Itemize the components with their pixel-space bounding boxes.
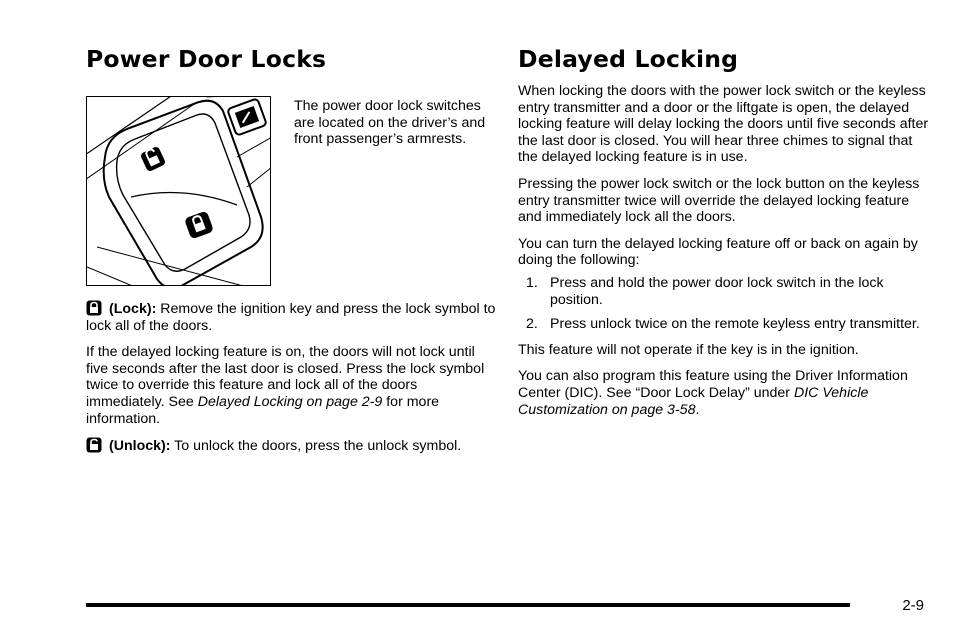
delayed-note	[86, 344, 496, 427]
step-text: Press and hold the power door lock switch in the lock position.	[550, 274, 884, 308]
figure-caption: The power door lock switches are located on the driver’s and front passenger’s armrests.	[294, 98, 486, 148]
step-number: 1.	[526, 274, 538, 291]
dic-customization-xref[interactable]: DIC Vehicle Customization on page 3-58	[518, 384, 869, 418]
delayed-note-after: for more information.	[86, 393, 440, 427]
section-heading-delayed-locking: Delayed Locking	[518, 45, 739, 73]
section-heading-power-door-locks: Power Door Locks	[86, 45, 327, 73]
delayed-paragraph-1: When locking the doors with the power lock switch or the keyless entry transmitter and a door or the liftgate is open, the delayed locking feature will delay locking the doors until five seconds after the last door is closed. You will hear three chimes to signal that the delayed locking feature is in use.	[518, 83, 929, 166]
list-item	[518, 316, 930, 333]
dic-paragraph	[518, 368, 930, 418]
footer-rule	[86, 603, 850, 607]
dic-text: You can also program this feature using the Driver Information Center (DIC). See “Door Lock Delay” under	[518, 368, 908, 401]
steps-list	[518, 275, 930, 333]
page-number: 2-9	[902, 597, 924, 614]
unlock-description	[86, 437, 496, 455]
delayed-paragraph-3: You can turn the delayed locking feature off or back on again by doing the following:	[518, 235, 918, 269]
door-lock-switch-illustration	[86, 96, 271, 286]
delayed-locking-xref[interactable]: Delayed Locking on page 2-9	[197, 393, 383, 410]
lock-text: Remove the ignition key and press the lock symbol to lock all of the doors.	[86, 301, 496, 334]
lock-description	[86, 300, 496, 334]
ignition-note: This feature will not operate if the key is in the ignition.	[518, 341, 859, 358]
figure-row	[86, 96, 496, 290]
unlock-term: (Unlock):	[109, 438, 171, 455]
delayed-paragraph-2: Pressing the power lock switch or the lock button on the keyless entry transmitter twice will override the delayed locking feature and immediately lock all the doors.	[518, 175, 920, 226]
lock-icon	[86, 300, 102, 316]
step-text: Press unlock twice on the remote keyless entry transmitter.	[550, 316, 920, 333]
dic-after: .	[695, 401, 700, 418]
lock-term: (Lock):	[109, 301, 157, 317]
unlock-icon	[86, 437, 102, 453]
left-column	[86, 44, 496, 455]
delayed-note-text: If the delayed locking feature is on, the doors will not lock until five seconds after the last door is closed. Press the lock symbol twice to override this feature and lock all of the doors immediately. See	[86, 344, 485, 410]
right-column	[518, 44, 930, 418]
unlock-text: To unlock the doors, press the unlock symbol.	[174, 438, 462, 455]
step-number: 2.	[526, 316, 538, 333]
list-item	[518, 275, 930, 308]
